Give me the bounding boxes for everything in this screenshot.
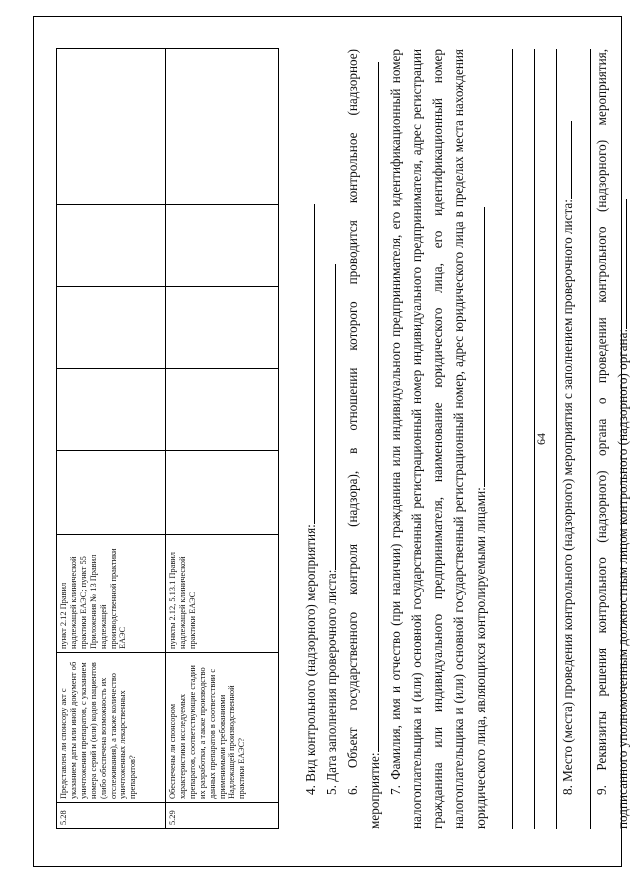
item-9-label-cont: подписанного уполномоченным должностным лицом контрольного (надзорного) органа:	[615, 328, 631, 829]
row-number: 5.29	[166, 803, 279, 829]
item-8-blank	[557, 121, 572, 199]
item-8-line	[578, 49, 591, 829]
table-row	[166, 49, 279, 829]
note-cell	[166, 49, 279, 205]
answer-cell	[166, 287, 279, 369]
item-9	[591, 49, 612, 829]
row-reference: пункты 2.12, 5.13.1 Правил надлежащей клинической практики ЕАЭС	[166, 535, 279, 653]
item-5-label: 5. Дата заполнения проверочного листа:	[324, 569, 340, 795]
checklist-table	[56, 48, 279, 829]
checklist-items	[300, 49, 633, 829]
item-6-label: 6. Объект государственного контроля (надзора), в отношении которого проводится контрольное (надзорное)	[345, 49, 361, 795]
answer-cell	[57, 369, 166, 451]
item-6-cont	[364, 49, 385, 829]
item-6-label-cont: мероприятие:	[366, 752, 382, 829]
row-reference: пункт 2.12 Правил надлежащей клинической практики ЕАЭС; пункт 55 Приложения № 13 Правил надлежащей производственной практики ЕАЭС	[57, 535, 166, 653]
answer-cell	[166, 205, 279, 287]
item-5-blank	[321, 264, 336, 570]
answer-cell	[57, 451, 166, 535]
item-8-label: 8. Место (места) проведения контрольного (надзорного) мероприятия с заполнением проверочного листа:	[559, 199, 575, 795]
rotated-page	[48, 39, 631, 839]
item-7-line	[491, 49, 513, 829]
answer-cell	[57, 287, 166, 369]
item-4	[300, 49, 321, 829]
item-7-line	[535, 49, 557, 829]
answer-cell	[166, 369, 279, 451]
item-7	[385, 49, 491, 829]
page-number: 64	[534, 433, 548, 445]
item-4-blank	[300, 204, 315, 524]
item-9-blank	[612, 199, 627, 329]
item-9-cont	[612, 49, 633, 829]
item-5	[321, 49, 342, 829]
answer-cell	[166, 451, 279, 535]
item-8	[557, 49, 578, 829]
item-6-blank	[364, 63, 379, 753]
item-4-label: 4. Вид контрольного (надзорного) мероприятия:	[303, 524, 318, 795]
row-question: Представлен ли спонсору акт с указанием даты или иной документ об уничтожении препаратов, с указанием номера серий и (или) кодов пациентов (либо обеспечена возможность их отслеживания), а также количество уничтоженных лекарственных препаратов?	[57, 653, 166, 803]
item-7-label: 7. Фамилия, имя и отчество (при наличии) гражданина или индивидуального предпринимателя, его идентификационный номер налогоплательщика и (или) основной государственный регистрационный номер индивидуального предпринимателя, адрес регистрации гражданина или индивидуального предпринимателя, наименование юридического лица, его идентификационный номер налогоплательщика и (или) основной государственный регистрационный номер, адрес юридического лица в пределах места нахождения юридического лица, являющихся контролируемыми лицами:	[387, 49, 488, 829]
answer-cell	[57, 205, 166, 287]
item-6	[342, 49, 363, 829]
row-question: Обеспечены ли спонсором характеристики исследуемых препаратов, соответствующие стадии их разработки, а также производство данных препаратов в соответствии с применимыми требованиями Надлежащей производственной практики ЕАЭС?	[166, 653, 279, 803]
note-cell	[57, 49, 166, 205]
item-7-line	[513, 49, 535, 829]
item-7-blank	[470, 207, 485, 487]
item-9-label: 9. Реквизиты решения контрольного (надзорного) органа о проведении контрольного (надзорного) мероприятия,	[594, 49, 610, 795]
table-row	[57, 49, 166, 829]
row-number: 5.28	[57, 803, 166, 829]
